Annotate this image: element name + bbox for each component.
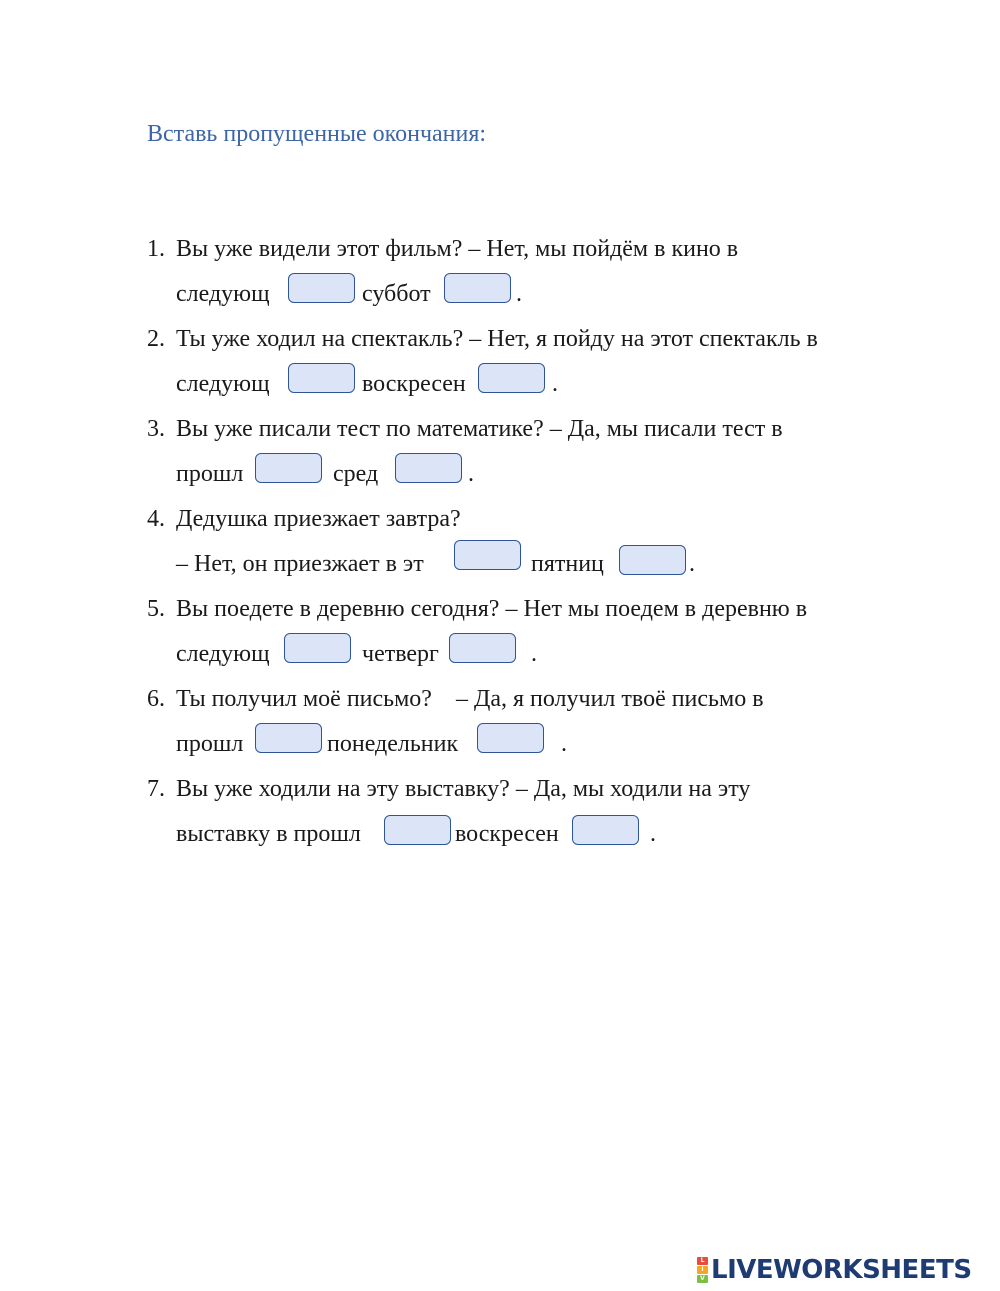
- question-text: Дедушка приезжает завтра?: [176, 506, 461, 532]
- answer-blank-4b[interactable]: [619, 545, 686, 575]
- answer-blank-3a[interactable]: [255, 453, 322, 483]
- page-title: Вставь пропущенные окончания:: [147, 121, 487, 147]
- item-number: 6.: [147, 686, 165, 712]
- item-number: 1.: [147, 236, 165, 262]
- answer-text-a: следующ: [176, 281, 270, 307]
- logo-block: V: [697, 1275, 708, 1283]
- logo-block: I: [697, 1266, 708, 1274]
- answer-blank-7a[interactable]: [384, 815, 451, 845]
- answer-blank-5a[interactable]: [284, 633, 351, 663]
- liveworksheets-logo: [697, 1254, 972, 1286]
- logo-text: LIVEWORKSHEETS: [711, 1255, 972, 1285]
- answer-text-b: сред: [333, 461, 379, 487]
- answer-blank-1a[interactable]: [288, 273, 355, 303]
- answer-blank-3b[interactable]: [395, 453, 462, 483]
- item-number: 2.: [147, 326, 165, 352]
- answer-text-b: пятниц: [531, 551, 604, 577]
- answer-blank-6b[interactable]: [477, 723, 544, 753]
- answer-blank-4a[interactable]: [454, 540, 521, 570]
- answer-text-b: суббот: [362, 281, 431, 307]
- question-text: Ты уже ходил на спектакль? – Нет, я пойду на этот спектакль в: [176, 326, 818, 352]
- period: .: [552, 371, 558, 397]
- answer-text-a: следующ: [176, 371, 270, 397]
- answer-text-a: выставку в прошл: [176, 821, 361, 847]
- answer-blank-2b[interactable]: [478, 363, 545, 393]
- period: .: [468, 461, 474, 487]
- answer-blank-1b[interactable]: [444, 273, 511, 303]
- period: .: [516, 281, 522, 307]
- answer-text-b: понедельник: [327, 731, 459, 757]
- answer-text-b: воскресен: [455, 821, 559, 847]
- answer-text-a: прошл: [176, 731, 244, 757]
- item-number: 5.: [147, 596, 165, 622]
- period: .: [531, 641, 537, 667]
- period: .: [689, 551, 695, 577]
- logo-block: L: [697, 1257, 708, 1265]
- answer-text-b: воскресен: [362, 371, 466, 397]
- answer-text-a: прошл: [176, 461, 244, 487]
- item-number: 3.: [147, 416, 165, 442]
- question-text: Ты получил моё письмо? – Да, я получил твоё письмо в: [176, 686, 764, 712]
- period: .: [561, 731, 567, 757]
- answer-blank-2a[interactable]: [288, 363, 355, 393]
- item-number: 7.: [147, 776, 165, 802]
- answer-blank-6a[interactable]: [255, 723, 322, 753]
- question-text: Вы уже писали тест по математике? – Да, мы писали тест в: [176, 416, 783, 442]
- period: .: [650, 821, 656, 847]
- item-number: 4.: [147, 506, 165, 532]
- answer-text-b: четверг: [362, 641, 439, 667]
- question-text: Вы уже видели этот фильм? – Нет, мы пойдём в кино в: [176, 236, 739, 262]
- question-text: Вы поедете в деревню сегодня? – Нет мы поедем в деревню в: [176, 596, 808, 622]
- answer-blank-7b[interactable]: [572, 815, 639, 845]
- logo-blocks-icon: [697, 1257, 708, 1283]
- question-text: Вы уже ходили на эту выставку? – Да, мы ходили на эту: [176, 776, 751, 802]
- answer-blank-5b[interactable]: [449, 633, 516, 663]
- answer-text-a: – Нет, он приезжает в эт: [176, 551, 424, 577]
- answer-text-a: следующ: [176, 641, 270, 667]
